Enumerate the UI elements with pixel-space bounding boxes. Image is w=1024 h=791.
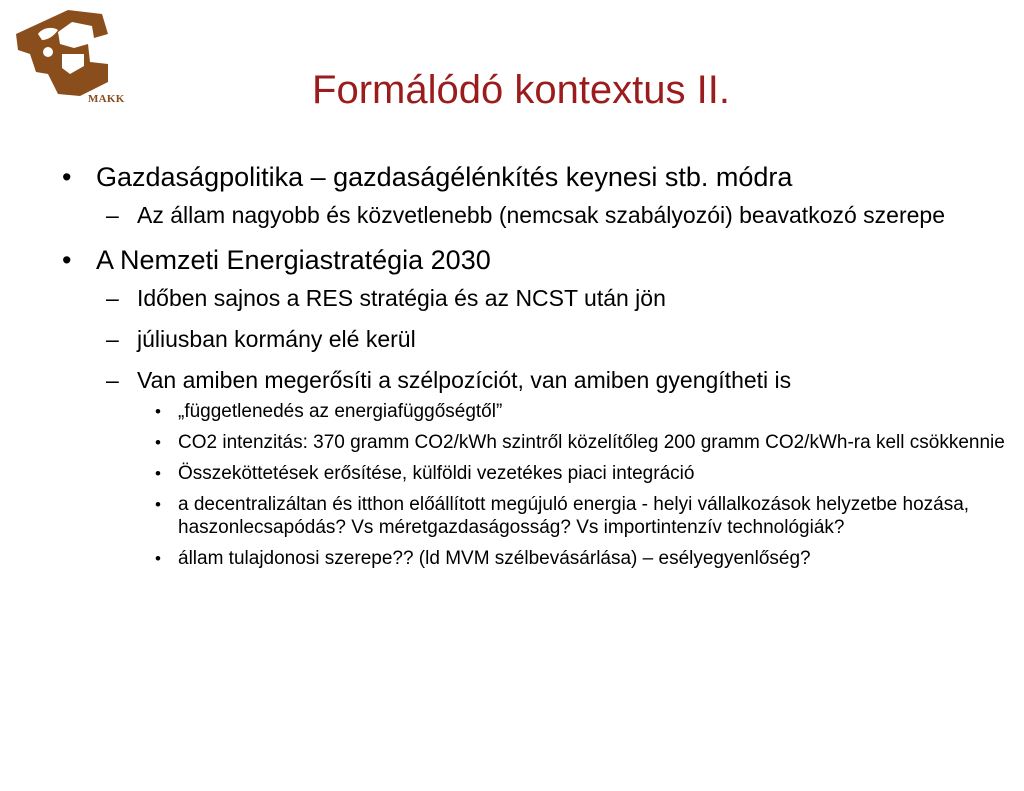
sub-bullet-text: Van amiben megerősíti a szélpozíciót, van amiben gyengítheti is <box>137 367 792 393</box>
sub-bullet-item <box>96 285 1010 312</box>
sub-bullet-item <box>96 367 1010 570</box>
slide-content <box>60 160 1010 584</box>
sub-sub-bullet-item <box>137 547 1010 570</box>
bullet-list <box>60 160 1010 570</box>
sub-bullet-item <box>96 326 1010 353</box>
sub-sub-bullet-text: CO2 intenzitás: 370 gramm CO2/kWh szintről közelítőleg 200 gramm CO2/kWh-ra kell csökkennie <box>178 432 1005 453</box>
sub-bullet-list <box>96 202 1010 229</box>
bullet-text: Gazdaságpolitika – gazdaságélénkítés keynesi stb. módra <box>96 162 793 192</box>
sub-bullet-text: Az állam nagyobb és közvetlenebb (nemcsak szabályozói) beavatkozó szerepe <box>137 202 945 228</box>
sub-sub-bullet-item <box>137 462 1010 485</box>
logo-text: MAKK <box>88 93 125 105</box>
sub-sub-bullet-text: a decentralizáltan és itthon előállított megújuló energia - helyi vállalkozások helyzetbe hozása, haszonlecsapódás? Vs méretgazdaságosság? Vs importintenzív technológiák? <box>178 494 970 538</box>
sub-sub-bullet-item <box>137 431 1010 454</box>
sub-sub-bullet-text: „függetlenedés az energiafüggőségtől” <box>178 401 503 422</box>
sub-bullet-text: júliusban kormány elé kerül <box>137 326 416 352</box>
sub-sub-bullet-text: állam tulajdonosi szerepe?? (ld MVM szélbevásárlása) – esélyegyenlőség? <box>178 548 811 569</box>
sub-sub-bullet-item <box>137 400 1010 423</box>
sub-sub-bullet-list <box>137 400 1010 570</box>
bullet-item <box>60 243 1010 570</box>
sub-sub-bullet-text: Összeköttetések erősítése, külföldi vezetékes piaci integráció <box>178 463 695 484</box>
sub-bullet-text: Időben sajnos a RES stratégia és az NCST után jön <box>137 285 666 311</box>
sub-bullet-item <box>96 202 1010 229</box>
sub-bullet-list <box>96 285 1010 570</box>
bullet-item <box>60 160 1010 229</box>
bullet-text: A Nemzeti Energiastratégia 2030 <box>96 245 491 275</box>
sub-sub-bullet-item <box>137 493 1010 539</box>
slide-title: Formálódó kontextus II. <box>312 68 730 112</box>
